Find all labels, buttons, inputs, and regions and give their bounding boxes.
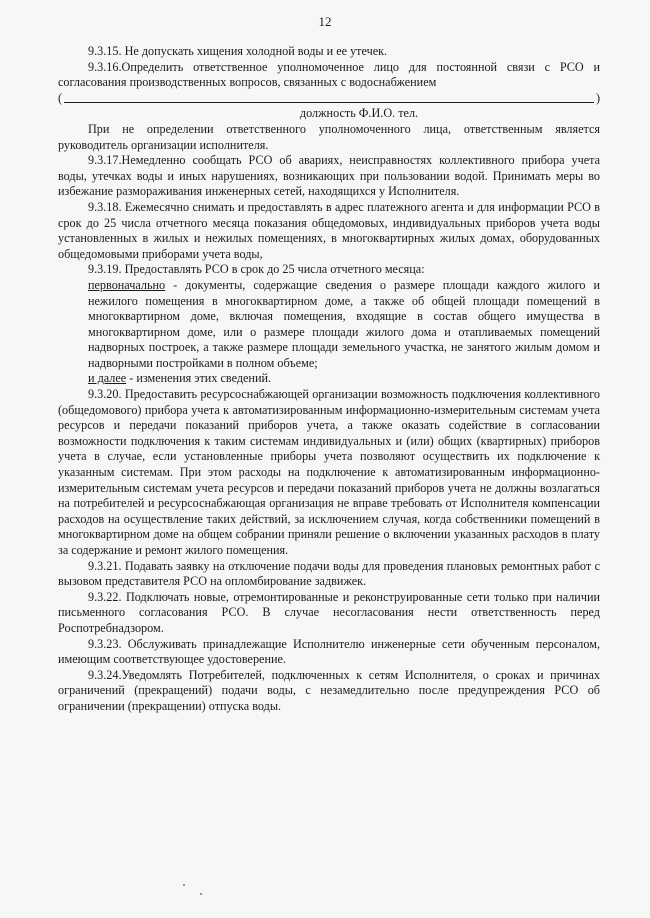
subsequent-label: и далее (88, 371, 127, 386)
subsequent-text: - изменения этих сведений. (126, 371, 272, 386)
clause-9-3-23: 9.3.23. Обслуживать принадлежащие Исполнителю инженерные сети обученным персоналом, имеющим соответствующее удостоверение. (58, 636, 600, 667)
clause-9-3-15: 9.3.15. Не допускать хищения холодной воды и ее утечек. (88, 44, 388, 58)
scan-speck (200, 893, 202, 895)
clause-9-3-20: 9.3.20. Предоставить ресурсоснабжающей организации возможность подключения коллективного (общедомового) прибора учета к автоматизированным информационно-измерительным системам учета ресурсов и передачи показаний приборов учета, а также оказать содействие в согласовании возможности подключения к таким системам индивидуальных и (или) общих (квартирных) приборов учета в случае, если установленные приборы учета позволяют осуществить их подключение к указанным системам. При этом расходы на подключение к автоматизированным информационно-измерительным системам учета ресурсов и передачи показаний приборов учета не должны возлагаться на потребителей и ресурсоснабжающая организация не вправе требовать от Исполнителя компенсации расходов на осуществление таких действий, за исключением случая, когда собственники помещений в многоквартирном доме на общем собрании приняли решение о включении указанных расходов в плату за содержание и ремонт жилого помещения. (58, 387, 600, 557)
document-body (58, 44, 600, 715)
fill-in-close-paren: ) (595, 90, 600, 105)
clause-9-3-22: 9.3.22. Подключать новые, отремонтированные и реконструированные сети только при наличии письменного согласования РСО. В случае несогласования нести ответственность перед Роспотребнадзором. (58, 589, 600, 635)
scan-speck (183, 884, 185, 886)
clause-9-3-19-subsequent (58, 371, 600, 387)
initial-text: - документы, содержащие сведения о размере площади каждого жилого и нежилого помещения в многоквартирном доме, а также об общей площади помещений в многоквартирном доме, включая помещения, входящие в состав общего имущества в многоквартирном доме, или о размере площади жилого дома и отапливаемых помещений надворных построек, а также размере площади земельного участка, не занятого жилым домом и надворными постройками в полном объеме; (88, 277, 600, 370)
fill-in-open-paren: ( (58, 90, 63, 105)
responsible-note: При не определении ответственного уполномоченного лица, ответственным является руководитель организации исполнителя. (58, 121, 600, 152)
clause-9-3-17: 9.3.17.Немедленно сообщать РСО об авариях, неисправностях коллективного прибора учета воды, утечках воды и иных нарушениях, возникающих при пользовании водой. Принимать меры во избежание размораживания инженерных сетей, находящихся у Исполнителя. (58, 153, 600, 199)
fill-in-blank (64, 101, 594, 103)
fill-in-caption: должность Ф.И.О. тел. (299, 106, 419, 121)
initial-label: первоначально (88, 277, 166, 292)
fill-in-line (58, 91, 600, 107)
page-number: 12 (318, 14, 332, 29)
clause-9-3-24: 9.3.24.Уведомлять Потребителей, подключенных к сетям Исполнителя, о сроках и причинах ограничений (прекращений) подачи воды, с незамедлительно после предупреждения РСО об ограничении (прекращении) отпуска воды. (58, 667, 600, 713)
clause-9-3-21: 9.3.21. Подавать заявку на отключение подачи воды для проведения плановых ремонтных работ с вызовом представителя РСО на опломбирование задвижек. (58, 558, 600, 589)
clause-9-3-18: 9.3.18. Ежемесячно снимать и предоставлять в адрес платежного агента и для информации РСО в срок до 25 числа отчетного месяца показания общедомовых, индивидуальных приборов учета воды установленных в жилых и нежилых помещениях, в многоквартирных жилых домах, оборудованных общедомовыми приборами учета воды, (58, 199, 600, 261)
clause-9-3-19-initial (58, 278, 600, 372)
clause-9-3-19: 9.3.19. Предоставлять РСО в срок до 25 числа отчетного месяца: (88, 262, 425, 277)
clause-9-3-16: 9.3.16.Определить ответственное уполномоченное лицо для постоянной связи с РСО и согласования производственных вопросов, связанных с водоснабжением (58, 59, 600, 90)
